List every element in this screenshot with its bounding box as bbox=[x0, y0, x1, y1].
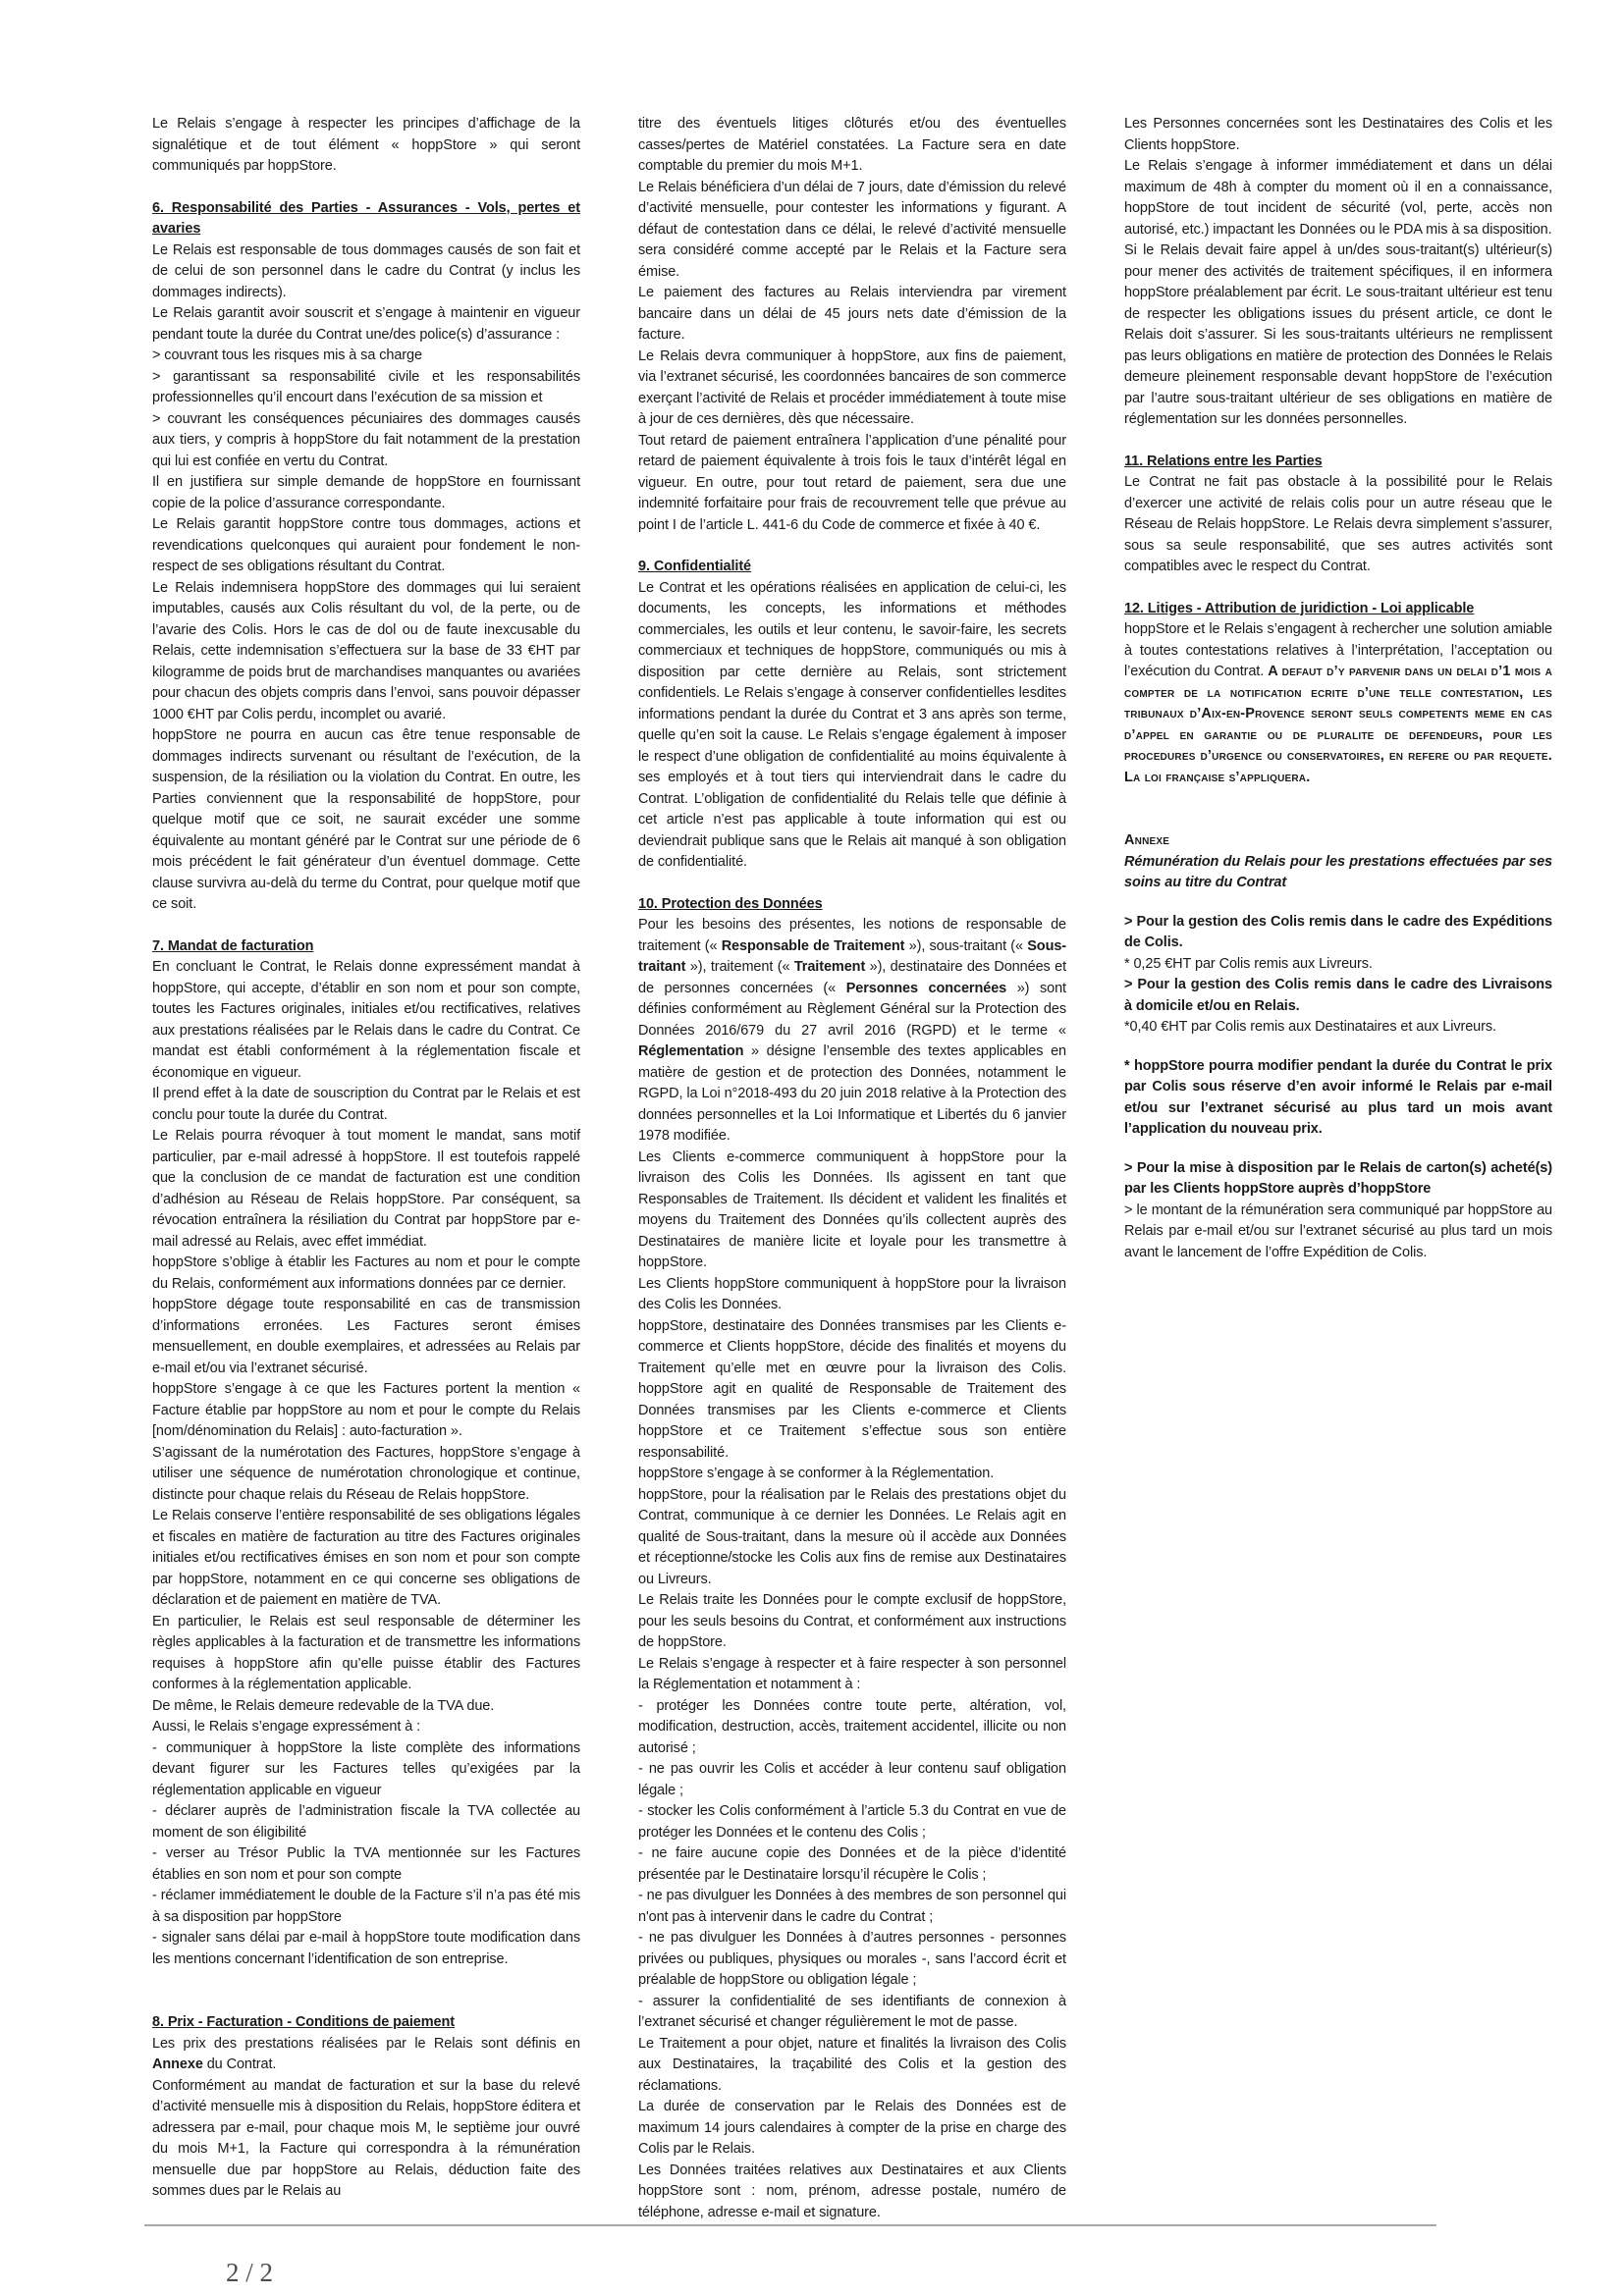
footer-divider bbox=[144, 2224, 1436, 2226]
paragraph: - ne pas ouvrir les Colis et accéder à leur contenu sauf obligation légale ; bbox=[638, 1761, 1066, 1798]
paragraph: > couvrant les conséquences pécuniaires des dommages causés aux tiers, y compris à hoppStore du fait notamment de la prestation qui lui est confiée en vertu du Contrat. bbox=[152, 410, 580, 469]
paragraph: Le Relais s’engage à respecter les principes d’affichage de la signalétique et de tout élément « hoppStore » qui seront communiqués par hoppStore. bbox=[152, 116, 580, 174]
paragraph: Il en justifiera sur simple demande de hoppStore en fournissant copie de la police d’assurance correspondante. bbox=[152, 474, 580, 511]
paragraph: * 0,25 €HT par Colis remis aux Livreurs. bbox=[1124, 955, 1373, 972]
paragraph: Pour les besoins des présentes, les notions de responsable de traitement (« Responsable de Traitement »), sous-traitant (« Sous-traitant »), traitement (« Traitement »), destinataire des Données et de personnes concernées (« Personnes concernées ») sont définies conformément au Règlement Général sur la Protection des Données 2016/679 du 27 avril 2016 (RGPD) et le terme « Réglementation » désigne l’ensemble des textes applicables en matière de gestion et de protection des Données, notamment le RGPD, la Loi n°2018-493 du 20 juin 2018 relative à la Protection des données personnelles et la Loi Informatique et Libertés du 6 janvier 1978 modifiée. bbox=[638, 917, 1067, 1144]
spacer bbox=[1124, 431, 1552, 452]
column-3 bbox=[1124, 114, 1552, 2223]
paragraph: > garantissant sa responsabilité civile et les responsabilités professionnelles qu’il encourt dans l’exécution de sa mission et bbox=[152, 368, 580, 405]
paragraph: Les Personnes concernées sont les Destinataires des Colis et les Clients hoppStore. bbox=[1124, 116, 1552, 153]
paragraph: La durée de conservation par le Relais des Données est de maximum 14 jours calendaires à compter de la prise en charge des Colis par le Relais. bbox=[638, 2099, 1066, 2157]
paragraph: Le Contrat ne fait pas obstacle à la possibilité pour le Relais d’exercer une activité de relais colis pour un autre réseau que le Réseau de Relais hoppStore. Le Relais devra simplement s’assurer, sous sa seule responsabilité, que ses autres activités sont compatibles avec le respect du Contrat. bbox=[1124, 474, 1552, 574]
paragraph: - ne faire aucune copie des Données et de la pièce d’identité présentée par le Destinataire lorsqu’il récupère le Colis ; bbox=[638, 1845, 1066, 1883]
paragraph: > Pour la gestion des Colis remis dans le cadre des Livraisons à domicile et/ou en Relais. bbox=[1124, 977, 1552, 1014]
paragraph: - protéger les Données contre toute perte, altération, vol, modification, destruction, accès, traitement accidentel, illicite ou non autorisé ; bbox=[638, 1697, 1066, 1756]
paragraph: - réclamer immédiatement le double de la Facture s’il n’a pas été mis à sa disposition par hoppStore bbox=[152, 1888, 580, 1925]
column-2 bbox=[638, 114, 1066, 2223]
paragraph: Les Données traitées relatives aux Destinataires et aux Clients hoppStore sont : nom, prénom, adresse postale, numéro de téléphone, adresse e-mail et signature. bbox=[638, 2162, 1066, 2220]
spacer bbox=[1124, 578, 1552, 599]
paragraph: - assurer la confidentialité de ses identifiants de connexion à l’extranet sécurisé et changer régulièrement le mot de passe. bbox=[638, 1993, 1066, 2030]
section-heading: 11. Relations entre les Parties bbox=[1124, 453, 1323, 469]
paragraph: Les prix des prestations réalisées par le Relais sont définis en Annexe du Contrat. bbox=[152, 2035, 580, 2072]
paragraph: Les Clients e-commerce communiquent à hoppStore pour la livraison des Colis les Données. Ils agissent en tant que Responsables de Traitement. Ils décident et valident les finalités et moyens du Traitement des Données qu’ils collectent auprès des Destinataires de manière licite et loyale pour les transmettre à hoppStore. bbox=[638, 1148, 1066, 1270]
paragraph: Le Traitement a pour objet, nature et finalités la livraison des Colis aux Destinataires, la traçabilité des Colis et la gestion des réclamations. bbox=[638, 2035, 1066, 2094]
paragraph: S’agissant de la numérotation des Factures, hoppStore s’engage à utiliser une séquence de numérotation chronologique et continue, distincte pour chaque relais du Réseau de Relais hoppStore. bbox=[152, 1444, 580, 1503]
paragraph: Tout retard de paiement entraînera l’application d’une pénalité pour retard de paiement équivalente à trois fois le taux d’intérêt légal en vigueur. En outre, pour tout retard de paiement, sera due une indemnité forfaitaire pour frais de recouvrement telle que prévue au point I de l’article L. 441-6 du Code de commerce et fixée à 40 €. bbox=[638, 432, 1066, 533]
paragraph: Le Relais s’engage à respecter et à faire respecter à son personnel la Réglementation et notamment à : bbox=[638, 1655, 1066, 1692]
spacer bbox=[152, 1970, 580, 2012]
paragraph: Annexe bbox=[1124, 832, 1170, 848]
paragraph: hoppStore s’engage à se conformer à la Réglementation. bbox=[638, 1466, 995, 1481]
paragraph: Le Relais traite les Données pour le compte exclusif de hoppStore, pour les seuls besoins du Contrat, et conformément aux instructions de hoppStore. bbox=[638, 1592, 1066, 1650]
paragraph: - ne pas divulguer les Données à des membres de son personnel qui n'ont pas à intervenir dans le cadre du Contrat ; bbox=[638, 1888, 1067, 1925]
paragraph: En concluant le Contrat, le Relais donne expressément mandat à hoppStore, qui accepte, d’établir en son nom et pour son compte, toutes les Factures originales, initiales et/ou rectificatives, relatives aux prestations réalisées par le Relais dans le cadre du Contrat. Ce mandat est établi conformément à la réglementation fiscale et économique en vigueur. bbox=[152, 959, 580, 1081]
paragraph: hoppStore ne pourra en aucun cas être tenue responsable de dommages indirects survenant ou résultant de l’exécution, de la suspension, de la résiliation ou la violation du Contrat. En outre, les Parties conviennent que la responsabilité de hoppStore, pour quelque motif que ce soit, ne saurait excéder une somme équivalente au montant généré par le Contrat sur une période de 6 mois précédent le fait générateur d’un éventuel dommage. Cette clause survivra au-delà du terme du Contrat, pour quelque motif que ce soit. bbox=[152, 727, 580, 912]
paragraph: - communiquer à hoppStore la liste complète des informations devant figurer sur les Factures telles qu’exigées par la réglementation applicable en vigueur bbox=[152, 1739, 580, 1798]
paragraph: > couvrant tous les risques mis à sa charge bbox=[152, 347, 422, 363]
paragraph: > Pour la mise à disposition par le Relais de carton(s) acheté(s) par les Clients hoppStore auprès d’hoppStore bbox=[1124, 1159, 1552, 1197]
spacer bbox=[638, 874, 1066, 894]
paragraph: Rémunération du Relais pour les prestations effectuées par ses soins au titre du Contrat bbox=[1124, 853, 1552, 890]
section-heading: 10. Protection des Données bbox=[638, 895, 823, 912]
paragraph: Le Contrat et les opérations réalisées en application de celui-ci, les documents, les concepts, les informations et méthodes commerciales, les outils et leur contenu, le savoir-faire, les secrets commerciaux et techniques de hoppStore, communiqués ou mis à disposition par cette dernière au Relais, sont strictement confidentiels. Le Relais s’engage à conserver confidentielles lesdites informations pendant la durée du Contrat et 3 ans après son terme, quelle qu’en soit la cause. Le Relais s’engage également à imposer le respect d’une obligation de confidentialité au moins équivalente à ses employés et à tout tiers qui interviendrait dans le cadre du Contrat. L’obligation de confidentialité du Relais telle que définie à cet article n’est pas applicable à toute information qui est ou deviendrait publique sans que le Relais ait manqué à son obligation de confidentialité. bbox=[638, 579, 1066, 870]
paragraph: titre des éventuels litiges clôturés et/ou des éventuelles casses/pertes de Matériel constatées. La Facture sera en date comptable du premier du mois M+1. bbox=[638, 116, 1066, 174]
paragraph: Si le Relais devait faire appel à un/des sous-traitant(s) ultérieur(s) pour mener des activités de traitement spécifiques, il en informera hoppStore préalablement par écrit. Le sous-traitant ultérieur est tenu de respecter les obligations issues du présent article, ce dont le Relais doit s’assurer. Si les sous-traitants ultérieurs ne remplissent pas leurs obligations en matière de protection des Données le Relais demeure pleinement responsable devant hoppStore de l’exécution par l’autre sous-traitant ultérieur de ses obligations en matière de réglementation sur les données personnelles. bbox=[1124, 242, 1552, 427]
paragraph: Conformément au mandat de facturation et sur la base du relevé d’activité mensuelle mis à disposition du Relais, hoppStore éditera et adressera par e-mail, pour chaque mois M, le septième jour ouvré du mois M+1, la Facture qui correspondra à la rémunération mensuelle due par hoppStore au Relais, déduction faite des sommes dues par le Relais au bbox=[152, 2077, 580, 2199]
section-heading: 8. Prix - Facturation - Conditions de paiement bbox=[152, 2014, 455, 2030]
section-heading: 7. Mandat de facturation bbox=[152, 937, 314, 954]
paragraph: Le Relais est responsable de tous dommages causés de son fait et de celui de son personnel dans le cadre du Contrat (y inclus les dommages indirects). bbox=[152, 241, 580, 300]
section-heading: 6. Responsabilité des Parties - Assurances - Vols, pertes et avaries bbox=[152, 199, 580, 237]
paragraph: En particulier, le Relais est seul responsable de déterminer les règles applicables à la facturation et de transmettre les informations requises à hoppStore afin qu’elle puisse établir des Factures conformes à la réglementation applicable. bbox=[152, 1613, 580, 1692]
spacer bbox=[1124, 1039, 1552, 1056]
paragraph: - ne pas divulguer les Données à d’autres personnes - personnes privées ou publiques, physiques ou morales -, sans l’accord écrit et préalable de hoppStore ou obligation légale ; bbox=[638, 1930, 1066, 1988]
paragraph: - stocker les Colis conformément à l’article 5.3 du Contrat en vue de protéger les Données et le contenu des Colis ; bbox=[638, 1803, 1066, 1841]
paragraph: Il prend effet à la date de souscription du Contrat par le Relais et est conclu pour toute la durée du Contrat. bbox=[152, 1086, 580, 1123]
paragraph: - signaler sans délai par e-mail à hoppStore toute modification dans les mentions concernant l’identification de son entreprise. bbox=[152, 1930, 580, 1967]
paragraph: Le Relais s’engage à informer immédiatement et dans un délai maximum de 48h à compter du moment où il en a connaissance, hoppStore de tout incident de sécurité (vol, perte, accès non autorisé, etc.) impactant les Données ou le PDA mis à sa disposition. bbox=[1124, 158, 1552, 238]
spacer bbox=[1124, 894, 1552, 912]
paragraph: hoppStore, pour la réalisation par le Relais des prestations objet du Contrat, communique à ce dernier les Données. Le Relais agit en qualité de Sous-traitant, dans la mesure où il accède aux Données et réceptionne/stocke les Colis aux fins de remise aux Destinataires ou Livreurs. bbox=[638, 1486, 1066, 1587]
paragraph: Le Relais devra communiquer à hoppStore, aux fins de paiement, via l’extranet sécurisé, les coordonnées bancaires de son commerce exerçant l’activité de Relais et procéder immédiatement à toute mise à jour de ces dernières, dès que nécessaire. bbox=[638, 347, 1066, 427]
column-1 bbox=[152, 114, 580, 2223]
paragraph: Le Relais garantit hoppStore contre tous dommages, actions et revendications quelconques qui auraient pour fondement le non-respect de ses obligations résultant du Contrat. bbox=[152, 516, 580, 574]
paragraph: Le Relais bénéficiera d’un délai de 7 jours, date d’émission du relevé d’activité mensuelle, pour contester les informations y figurant. A défaut de contestation dans ce délai, le relevé d’activité mensuelle sera considéré comme accepté par le Relais et la Facture sera émise. bbox=[638, 179, 1066, 280]
section-heading: 9. Confidentialité bbox=[638, 559, 752, 574]
paragraph: Les Clients hoppStore communiquent à hoppStore pour la livraison des Colis les Données. bbox=[638, 1275, 1066, 1312]
page-number: 2 / 2 bbox=[226, 2258, 274, 2287]
paragraph: * hoppStore pourra modifier pendant la durée du Contrat le prix par Colis sous réserve d’en avoir informé le Relais par e-mail et/ou sur l’extranet sécurisé au plus tard un mois avant l’application du nouveau prix. bbox=[1124, 1057, 1552, 1137]
paragraph: De même, le Relais demeure redevable de la TVA due. bbox=[152, 1697, 495, 1714]
paragraph: - verser au Trésor Public la TVA mentionnée sur les Factures établies en son nom et pour son compte bbox=[152, 1845, 580, 1883]
spacer bbox=[638, 536, 1066, 557]
paragraph: Le Relais indemnisera hoppStore des dommages qui lui seraient imputables, causés aux Colis résultant du vol, de la perte, ou de l’avarie des Colis. Hors le cas de dol ou de faute inexcusable du Relais, cette indemnisation s’effectuera sur la base de 33 €HT par kilogramme de poids brut de marchandises manquantes ou avariées pour chacun des objets compris dans l’envoi, sans pouvoir dépasser 1000 €HT par Colis perdu, incomplet ou avarié. bbox=[152, 579, 580, 722]
paragraph: hoppStore, destinataire des Données transmises par les Clients e-commerce et Clients hoppStore, décide des finalités et moyens du Traitement qu’elle met en œuvre pour la livraison des Colis. hoppStore agit en qualité de Responsable de Traitement des Données transmises par les Clients e-commerce et Clients hoppStore et ce Traitement s’effectue sous son entière responsabilité. bbox=[638, 1317, 1066, 1461]
paragraph: hoppStore s’oblige à établir les Factures au nom et pour le compte du Relais, conformément aux informations données par ce dernier. bbox=[152, 1255, 580, 1292]
paragraph: Le Relais pourra révoquer à tout moment le mandat, sans motif particulier, par e-mail adressé à hoppStore. Il est toutefois rappelé que la conclusion de ce mandat de facturation est une condition d’adhésion au Réseau de Relais hoppStore. Par conséquent, sa révocation entraînera la résiliation du Contrat par hoppStore par e-mail adressé au Relais, avec effet immédiat. bbox=[152, 1128, 580, 1250]
spacer bbox=[1124, 788, 1552, 830]
paragraph: Le paiement des factures au Relais interviendra par virement bancaire dans un délai de 45 jours nets date d’émission de la facture. bbox=[638, 285, 1066, 343]
spacer bbox=[1124, 1141, 1552, 1158]
paragraph: > le montant de la rémunération sera communiqué par hoppStore au Relais par e-mail et/ou sur l’extranet sécurisé au plus tard un mois avant le lancement de l’offre Expédition de Colis. bbox=[1124, 1201, 1552, 1260]
paragraph: > Pour la gestion des Colis remis dans le cadre des Expéditions de Colis. bbox=[1124, 913, 1552, 950]
paragraph: Le Relais garantit avoir souscrit et s’engage à maintenir en vigueur pendant toute la durée du Contrat une/des police(s) d’assurance : bbox=[152, 305, 580, 343]
section-heading: 12. Litiges - Attribution de juridiction - Loi applicable bbox=[1124, 600, 1475, 616]
paragraph: hoppStore et le Relais s’engagent à rechercher une solution amiable à toutes contestations relatives à l’interprétation, l’acceptation ou l’exécution du Contrat. A defaut d’y parvenir dans un delai d’1 mois a compter de la notification ecrite d’une telle contestation, les tribunaux d’Aix-en-Provence seront seuls competents meme en cas d’appel en garantie ou de pluralite de defendeurs, pour les procedures d’urgence ou conservatoires, en refere ou par requete. La loi française s’appliquera. bbox=[1124, 621, 1552, 785]
paragraph: - déclarer auprès de l’administration fiscale la TVA collectée au moment de son éligibilité bbox=[152, 1803, 580, 1841]
paragraph: Le Relais conserve l’entière responsabilité de ses obligations légales et fiscales en matière de facturation au titre des Factures originales initiales et/ou rectificatives émises en son nom et pour son compte par hoppStore, notamment en ce qui concerne ses obligations de déclaration et de paiement en matière de TVA. bbox=[152, 1508, 580, 1608]
text-columns bbox=[152, 114, 1552, 2223]
paragraph: hoppStore s’engage à ce que les Factures portent la mention « Facture établie par hoppStore au nom et pour le compte du Relais [nom/dénomination du Relais] : auto-facturation ». bbox=[152, 1381, 580, 1439]
paragraph: Aussi, le Relais s’engage expressément à : bbox=[152, 1719, 421, 1735]
paragraph: *0,40 €HT par Colis remis aux Destinataires et aux Livreurs. bbox=[1124, 1019, 1496, 1035]
paragraph: hoppStore dégage toute responsabilité en cas de transmission d’informations erronées. Les Factures seront émises mensuellement, en double exemplaires, et adressées au Relais par e-mail et/ou via l’extranet sécurisé. bbox=[152, 1297, 580, 1376]
spacer bbox=[152, 178, 580, 198]
spacer bbox=[152, 916, 580, 936]
